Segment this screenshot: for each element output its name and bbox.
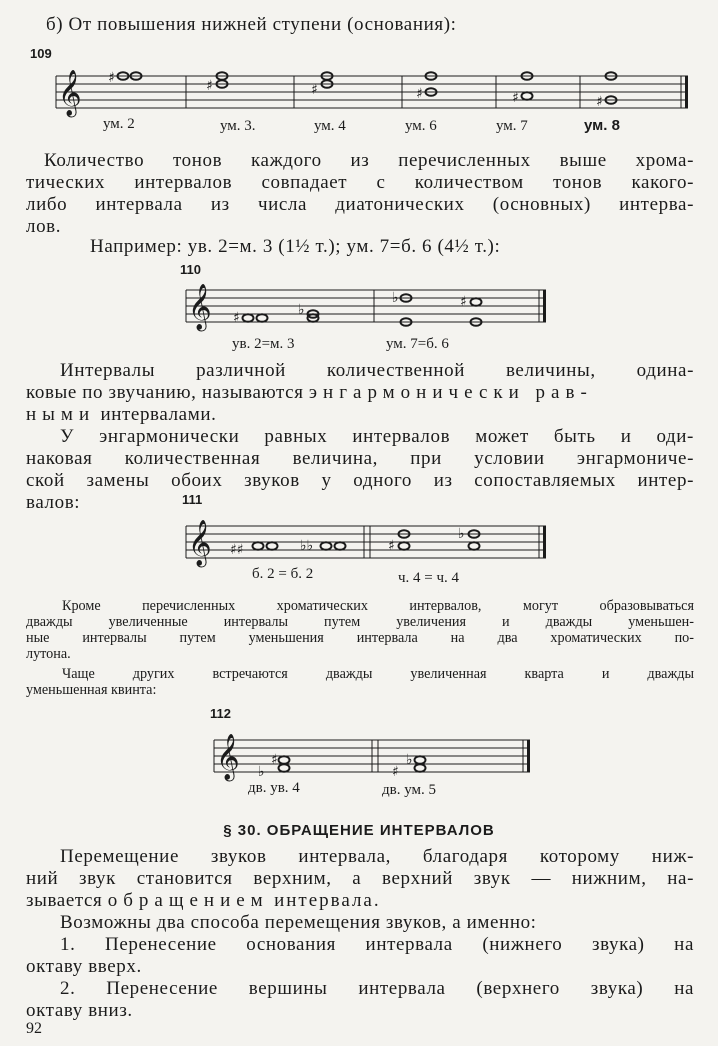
example-number-111: 111 <box>182 492 203 507</box>
para1-line2: тических интервалов совпадает с количеством тонов какого- <box>26 172 694 193</box>
para4-line2: ний звук становится верхним, а верхний звук — нижним, на- <box>26 868 694 889</box>
svg-text:♯: ♯ <box>108 70 115 86</box>
para2-line1: Интервалы различной количественной величины, одина- <box>60 360 694 381</box>
label-109-2: ум. 3. <box>220 118 256 134</box>
svg-text:♭♭: ♭♭ <box>300 538 314 554</box>
example-number-112: 112 <box>210 706 231 721</box>
item2-line2: октаву вниз. <box>26 1000 133 1021</box>
svg-text:𝄞: 𝄞 <box>188 284 212 330</box>
example-line: Например: ув. 2=м. 3 (1½ т.); ум. 7=б. 6 (4½ т.): <box>90 236 501 257</box>
svg-text:♯: ♯ <box>206 78 213 94</box>
para5: Возможны два способа перемещения звуков, а именно: <box>60 912 537 933</box>
svg-text:♯: ♯ <box>460 294 467 310</box>
para1-line1: Количество тонов каждого из перечисленных выше хрома- <box>44 150 694 171</box>
svg-text:𝄞: 𝄞 <box>216 734 240 780</box>
svg-text:♯: ♯ <box>271 752 278 768</box>
small1-line4: лутона. <box>26 646 71 662</box>
section-title: § 30. ОБРАЩЕНИЕ ИНТЕРВАЛОВ <box>223 822 495 839</box>
svg-text:♭: ♭ <box>392 290 399 306</box>
example-number-110: 110 <box>180 262 201 277</box>
para3-line4: валов: <box>26 492 81 513</box>
label-109-4: ум. 6 <box>405 118 437 134</box>
subheading-b: б) От повышения нижней ступени (основания): <box>46 14 457 35</box>
svg-text:♯: ♯ <box>596 94 603 110</box>
para4-line3-c: интервала. <box>274 890 381 911</box>
label-112-2: дв. ум. 5 <box>382 782 437 798</box>
label-112-1: дв. ув. 4 <box>248 780 300 796</box>
para4-line1: Перемещение звуков интервала, благодаря которому ниж- <box>60 846 694 867</box>
para4-line3-a: зывается <box>26 890 103 911</box>
para3-line2: наковая количественная величина, при условии энгармониче- <box>26 448 694 469</box>
para4-term: обращением <box>107 890 269 911</box>
svg-text:♭: ♭ <box>298 302 305 318</box>
para2-term2: ными <box>26 404 96 425</box>
svg-text:♯♯: ♯♯ <box>230 542 244 558</box>
small2-line1: Чаще других встречаются дважды увеличенная кварта и дважды <box>62 666 694 682</box>
svg-text:𝄞: 𝄞 <box>188 520 212 566</box>
label-109-5: ум. 7 <box>496 118 528 134</box>
page-number: 92 <box>26 1020 42 1037</box>
svg-text:♯: ♯ <box>416 86 423 102</box>
para2-line2-text: ковые по звучанию, называются <box>26 382 304 403</box>
para1-line3: либо интервала из числа диатонических (основных) интерва- <box>26 194 694 215</box>
para3-line3: ской замены обоих звуков у одного из сопоставляемых интер- <box>26 470 694 491</box>
small1-line3: ные интервалы путем уменьшения интервала на два хроматических по- <box>26 630 694 646</box>
para2-line3-text: интервалами. <box>100 404 217 425</box>
small1-line2: дважды увеличенные интервалы путем увеличения и дважды уменьшен- <box>26 614 694 630</box>
label-111-2: ч. 4 = ч. 4 <box>398 570 460 586</box>
item1-line2: октаву вверх. <box>26 956 142 977</box>
para2-term1: энгармонически рав- <box>308 382 593 403</box>
para4-line3 <box>26 890 694 912</box>
svg-text:♯: ♯ <box>392 764 399 780</box>
example-number-109: 109 <box>30 46 52 61</box>
svg-text:♯: ♯ <box>311 82 318 98</box>
para1-line4: лов. <box>26 216 62 237</box>
small1-line1: Кроме перечисленных хроматических интервалов, могут образовываться <box>62 598 694 614</box>
svg-text:♭: ♭ <box>458 526 465 542</box>
label-110-1: ув. 2=м. 3 <box>232 336 295 352</box>
label-109-1: ум. 2 <box>103 116 135 132</box>
label-110-2: ум. 7=б. 6 <box>386 336 449 352</box>
label-109-6: ум. 8 <box>584 117 620 134</box>
small2-line2: уменьшенная квинта: <box>26 682 157 698</box>
svg-text:♯: ♯ <box>388 538 395 554</box>
svg-text:♯: ♯ <box>233 310 240 326</box>
item2-line1: 2. Перенесение вершины интервала (верхнего звука) на <box>60 978 694 999</box>
svg-text:𝄞: 𝄞 <box>58 70 82 116</box>
svg-text:♭: ♭ <box>258 764 265 780</box>
item1-line1: 1. Перенесение основания интервала (нижнего звука) на <box>60 934 694 955</box>
svg-text:♭: ♭ <box>406 752 413 768</box>
label-111-1: б. 2 = б. 2 <box>252 566 314 582</box>
label-109-3: ум. 4 <box>314 118 346 134</box>
svg-text:♯: ♯ <box>512 90 519 106</box>
para3-line1: У энгармонически равных интервалов может быть и оди- <box>60 426 694 447</box>
